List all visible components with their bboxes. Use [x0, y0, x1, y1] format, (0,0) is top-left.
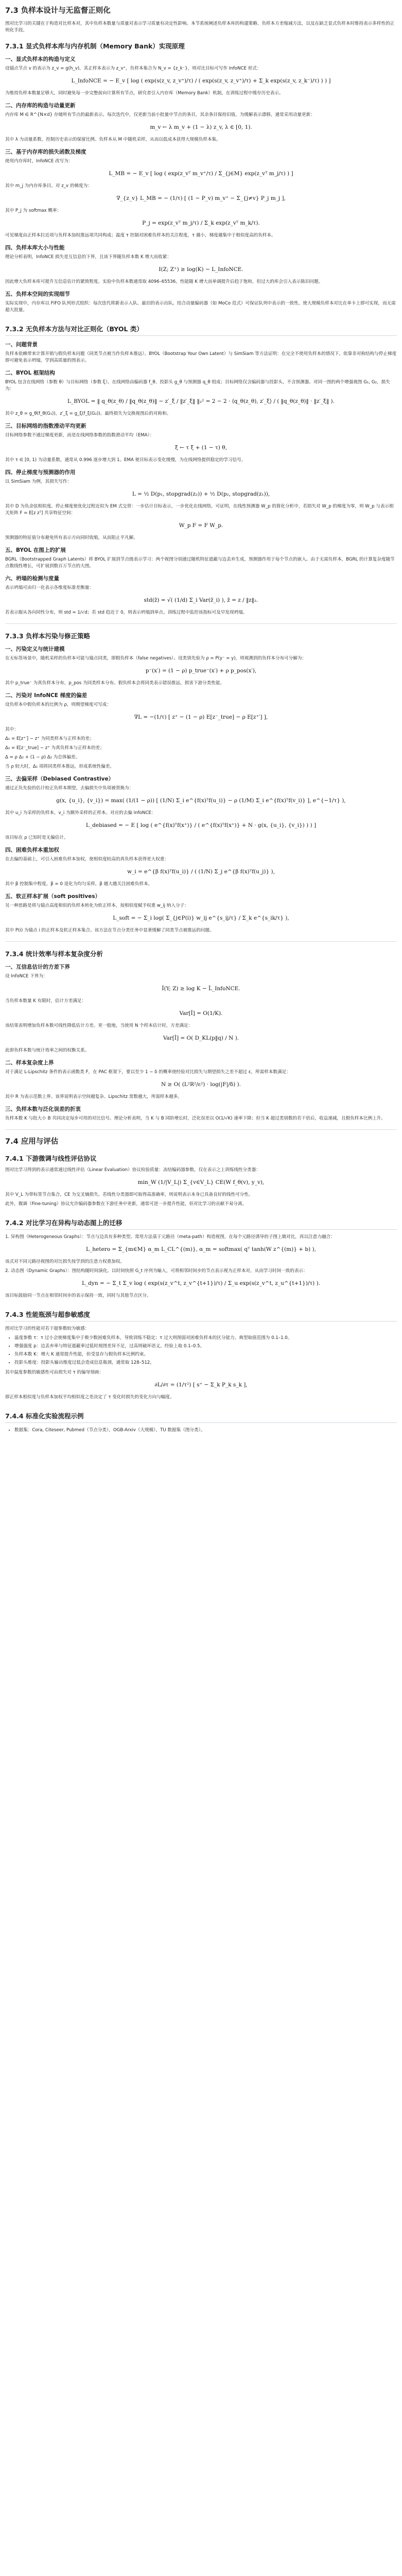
subsection-heading: 7.3.3 负样本污染与修正策略 [5, 632, 90, 640]
equation: ∇L = −(1/τ) [ z⁺ − (1 − ρ) E[z⁻_true] − ρ E[z⁺′] ], [134, 714, 268, 720]
topic-heading: 四、停止梯度与预测器的作用 [5, 469, 76, 476]
paragraph: 负样本依赖带来计算开销与假负样本问题（同类节点被当作负样本推远）。BYOL（Bootstrap Your Own Latent）与 SimSiam 等方法证明：在完全不使用负样本的情况下，依靠非对称结构与停止梯度即可避免表示坍塌，学到高质量的图表示。 [5, 351, 397, 363]
paragraph: 其中 τ ∈ [0, 1) 为动量系数，通常从 0.996 逐步增大到 1。EMA 使目标表示变化缓慢，为在线网络提供稳定的学习信号。 [5, 457, 246, 463]
paragraph: 1. 异构图（Heterogeneous Graphs）：节点与边具有多种类型。常用方法基于元路径（meta-path）构造视图，在每个元路径诱导的子图上做对比，再以注意力融合： [5, 1234, 335, 1240]
paragraph: 内存库 M ∈ R^{N×d} 存储所有节点的最新表示。每次迭代中，仅更新当前小批量中节点的条目，其余条目保持旧值。为缓解表示漂移，通常采用动量更新： [5, 112, 315, 117]
paragraph: 当 ρ 较大时，Δ₁ 项将同类样本推远，形成系统性偏差。 [5, 764, 115, 769]
paragraph: 其中 m_j 为内存库条目。对 z_v 的梯度为： [5, 183, 92, 189]
bullet-list [5, 1335, 397, 1366]
paragraph: 其中 R 为表示范数上界。该界说明表示空间越复杂、Lipschitz 常数越大，所需样本越多。 [5, 1094, 182, 1099]
topic-heading: 三、去偏采样（Debiased Contrastive） [5, 776, 114, 782]
paragraph: 图对比学习得到的表示通常通过线性评估（Linear Evaluation）协议检验质量：冻结编码器参数，仅在表示之上训练线性分类器： [5, 1167, 260, 1173]
topic-heading: 六、坍塌的检测与度量 [5, 575, 59, 582]
equation: L = ½ D(p₁, stopgrad(z₂)) + ½ D(p₂, stopgrad(z₁)), [132, 491, 270, 497]
equation: min_W (1/|V_L|) Σ_{v∈V_L} CE(W f_θ(v), y_v), [137, 1179, 265, 1185]
topic-heading: 四、困难负样本重加权 [5, 847, 59, 853]
paragraph: 为维持负样本数量足够大，同时避免每一步完整前向计算所有节点，研究者引入内存库（Memory Bank）机制，在训练过程中缓存历史表示。 [5, 91, 284, 96]
equation: L_soft = − Σ_i log( Σ_{j∈P(i)} w_ij e^{s_ij/τ} / Σ_k e^{s_ik/τ} ), [113, 915, 289, 921]
equation: m_v ← λ m_v + (1 − λ) z_v, λ ∈ [0, 1). [150, 124, 252, 130]
equation: ∇_{z_v} L_MB = − (1/τ) [ (1 − P_v) m_v⁺ − Σ_{j≠v} P_j m_j ], [116, 195, 286, 201]
topic-heading: 一、问题背景 [5, 342, 38, 348]
paragraph: 设负样本中假负样本的比例为 ρ，则期望梯度可写成： [5, 702, 111, 707]
divider [5, 623, 397, 624]
paragraph: 通过正负先验的估计校正负样本期望，去偏损失中负项被替换为： [5, 786, 134, 791]
subsection-heading: 7.4.2 对比学习在异构与动态图上的迁移 [5, 1219, 397, 1230]
equation: L_MB = − E_v [ log ( exp(z_vᵀ m_v⁺/τ) / Σ_{j∈M} exp(z_vᵀ m_j/τ) ) ] [109, 171, 293, 177]
equation: L_BYOL = ‖ q_θ(z_θ) / ‖q_θ(z_θ)‖ − z′_ξ / ‖z′_ξ‖ ‖₂² = 2 − 2 · ⟨q_θ(z_θ), z′_ξ⟩ / ( ‖q_θ(z_θ)‖ · ‖z′_ξ‖ ). [67, 398, 335, 404]
paragraph: 2. 动态图（Dynamic Graphs）：图结构随时间演化。以时间快照 G_t 序列为输入，可将相邻时间步的节点表示视为正样本对，从而学习时间一致的表示： [5, 1268, 308, 1274]
paragraph: 其中 λ 为动量系数，控制历史表示的保留比例。负样本从 M 中随机采样，从而以低成本获得大规模负样本集。 [5, 137, 221, 142]
paragraph: 实际实现中，内存库以 FIFO 队列形式组织：每次迭代将新表示入队、最旧的表示出队。结合动量编码器（如 MoCo 范式）可保证队列中表示的一致性，使大规模负样本对比在单卡上即可实现，而无需超大批量。 [5, 301, 396, 313]
paragraph: 可见梯度由正样本拉近项与负样本加权推远项共同构成；温度 τ 控制对困难负样本的关注程度，τ 越小，梯度越集中于相似度高的负样本。 [5, 233, 276, 238]
paragraph: 其中温度参数的敏感性可由损失对 τ 的偏导刻画： [5, 1370, 104, 1375]
subsection-heading: 7.4.3 性能瓶颈与超参敏感度 [5, 1311, 397, 1321]
topic-heading: 五、BYOL 在图上的扩展 [5, 547, 66, 553]
topic-heading: 二、污染对 InfoNCE 梯度的偏差 [5, 692, 88, 699]
list-item: • 增强强度 p：边丢弃率与特征遮蔽率过低时视图差异不足，过高则破坏语义。经验上取 0.1–0.5。 [14, 1343, 397, 1350]
paragraph: 其中 P_j 为 softmax 概率： [5, 208, 62, 213]
paragraph: 其中 z_θ = g_θ(f_θ(G₁))，z′_ξ = g_ξ(f_ξ(G₂))。最终损失为交换视图后的对称和。 [5, 411, 171, 416]
paragraph: 其中 u_i 为采样的负样本，v_i 为额外采样的正样本。对应的去偏 InfoNCE： [5, 810, 156, 816]
section-heading: 7.4 应用与评估 [5, 1138, 59, 1146]
list-item: • 投影头维度：投影头输出维度过低会造成信息瓶颈，通常取 128–512。 [14, 1360, 397, 1366]
section-heading: 7.3 负样本设计与无监督正则化 [5, 7, 111, 15]
bullet-list [5, 1427, 397, 1434]
equation: L_dyn = − Σ_t Σ_v log ( exp(s(z_v^t, z_v^{t+1})/τ) / Σ_u exp(s(z_v^t, z_u^{t+1})/τ) ). [81, 1280, 321, 1286]
paragraph: 设 InfoNCE 下界为： [5, 974, 48, 979]
paragraph: 负样本数 K 与批大小 B 共同决定每步可用的对比信号。理论分析表明，当 K 与 B 同阶增长时，泛化误差以 O(1/√K) 速率下降；但当 K 超过类别数的若干倍后，收益递减，且假负样本比例上升。 [5, 1116, 386, 1121]
equation: P_j = exp(z_vᵀ m_j/τ) / Σ_k exp(z_vᵀ m_k/τ). [142, 220, 260, 226]
paragraph: 该结果表明增加负样本数可线性降低估计方差。更一般地，当使用 N 个样本估计时，方差满足： [5, 1023, 193, 1028]
paragraph: 其中： [5, 727, 19, 732]
topic-heading: 三、基于内存库的损失函数及梯度 [5, 149, 86, 155]
topic-heading: 三、目标网络的指数滑动平均更新 [5, 423, 86, 429]
subsection-heading: 7.3.4 统计效率与样本复杂度分析 [5, 950, 103, 958]
paragraph: 若表示服从各向同性分布，则 std ≈ 1/√d；若 std 趋近于 0，则表示坍塌到单点。训练过程中监控该指标可及早发现坍塌。 [5, 610, 248, 615]
paragraph: 其中 V_L 为带标签节点集合，CE 为交叉熵损失。若线性分类器即可取得高准确率，则说明表示本身已具备良好的线性可分性。 [5, 1192, 253, 1197]
paragraph: 另一种思路是将与锚点高度相似的负样本转化为软正样本，按相似度赋予权重 w_ij 纳入分子： [5, 903, 189, 908]
paragraph: 其中 P(i) 为锚点 i 的正样本及软正样本集合。该方法在节点分类任务中显著缓解了同类节点被推远的问题。 [5, 928, 214, 933]
equation: w_i = e^{β f(x)ᵀf(u_i)} / ( (1/N) Σ_j e^{β f(x)ᵀf(u_j)} ), [127, 869, 275, 875]
paragraph: 该目标鼓励同一节点在相邻时间步的表示保持一致，同时与其他节点区分。 [5, 1293, 151, 1298]
equation: L_hetero = Σ_{m∈M} α_m L_CL^{(m)}, α_m = softmax( qᵀ tanh(W z^{(m)} + b) ), [86, 1246, 316, 1252]
paragraph: Δ = ρ Δ₁ + (1 − ρ) Δ₂ 为总体偏差。 [5, 755, 80, 760]
paragraph: 当负样本数量 K 有限时，估计方差满足： [5, 998, 86, 1004]
paragraph: 此即负样本数与统计效率之间的权衡关系。 [5, 1048, 90, 1053]
paragraph: 目标网络参数不通过梯度更新，而是在线网络参数的指数滑动平均（EMA）： [5, 433, 154, 438]
paragraph: 此外，微调（Fine-tuning）协议允许编码器参数在下游任务中更新，通常可进一步提升性能，但对比学习的贡献不易分离。 [5, 1201, 247, 1207]
topic-heading: 一、污染定义与统计建模 [5, 646, 65, 652]
equation: N ≥ O( (L²R²/ε²) · log(|F|/δ) ). [161, 1081, 241, 1088]
paragraph: 因此增大负样本库可提升互信息估计的紧致程度。实验中负样本数通常取 4096–65536，性能随 K 增大而单调提升后趋于饱和，但过大的库会引入表示陈旧问题。 [5, 279, 323, 284]
list-item: • 温度参数 τ：τ 过小会使梯度集中于极少数困难负样本，导致训练不稳定；τ 过大则削弱对困难负样本的区分能力。典型取值范围为 0.1–1.0。 [14, 1335, 397, 1342]
equation: I(Z; Z⁺) ≥ log(K) − L_InfoNCE. [159, 266, 243, 273]
subsection-heading: 7.4.1 下游微调与线性评估协议 [5, 1155, 97, 1162]
paragraph: 图对比学习的性能对若干超参数较为敏感： [5, 1326, 90, 1331]
topic-heading: 二、内存库的构造与动量更新 [5, 103, 76, 109]
subsection-heading: 7.3.1 显式负样本库与内存机制（Memory Bank）实现原理 [5, 42, 185, 50]
paragraph: Δ₂ = E[z⁻_true] − z⁺ 为真负样本与正样本的差； [5, 745, 104, 751]
topic-heading: 五、软正样本扩展（soft positives） [5, 893, 101, 900]
topic-heading: 二、样本复杂度上界 [5, 1060, 54, 1066]
equation: p⁻(x′) = (1 − ρ) p_true⁻(x′) + ρ p_pos(x′), [145, 668, 257, 674]
paragraph: BYOL 包含在线网络（参数 θ）与目标网络（参数 ξ）。在线网络由编码器 f_θ、投影头 g_θ 与预测器 q_θ 组成；目标网络仅含编码器与投影头，不含预测器。对同一图的两个增强视图 G₁, G₂，损失为： [5, 380, 390, 392]
divider [5, 941, 397, 942]
equation: L_debiased = − E [ log ( e^{f(x)ᵀf(x⁺)} / ( e^{f(x)ᵀf(x⁺)} + N · g(x, {u_i}, {v_i}) ) ) ] [85, 822, 317, 828]
paragraph: 在无标签场景中，随机采样的负样本可能与锚点同类，即假负样本（false negatives）。设类别先验为 ρ = P(y⁻ = y)，则观测到的负样本分布可分解为： [5, 656, 307, 661]
divider [5, 1129, 397, 1130]
topic-heading: 一、显式负样本的构造与定义 [5, 56, 76, 62]
equation: std(z̄) = √( (1/d) Σ_i Var(z̄_i) ), z̄ = z / ‖z‖₂. [144, 597, 258, 603]
subsection-heading: 7.3.2 无负样本方法与对比正则化（BYOL 类） [5, 325, 397, 336]
paragraph: 即正样本相似度与负样本加权平均相似度之差决定了 τ 变化时损失的变化方向与幅度。 [5, 1395, 174, 1400]
paragraph: 使用内存库时，InfoNCE 改写为： [5, 159, 73, 164]
paragraph: 在去偏的基础上，可引入困难负样本加权，使相似度较高的真负样本获得更大权重： [5, 857, 169, 862]
paragraph: 其中 β 控制集中程度。β = 0 退化为均匀采样，β 越大越关注困难负样本。 [5, 882, 153, 887]
topic-heading: 二、BYOL 框架结构 [5, 370, 55, 376]
topic-heading: 五、负样本空间的实现细节 [5, 291, 70, 297]
equation: Var[Î] = O(1/K). [179, 1010, 223, 1016]
equation: Î(Y; Z) ≥ log K − L̂_InfoNCE. [162, 986, 240, 992]
equation: L_InfoNCE = − E_v [ log ( exp(s(z_v, z_v⁺)/τ) / ( exp(s(z_v, z_v⁺)/τ) + Σ_k exp(s(z_v, z_k⁻)/τ) ) ) ] [71, 78, 331, 84]
topic-heading: 三、负样本数与泛化误差的折衷 [5, 1106, 81, 1112]
paragraph: 理论分析表明，InfoNCE 损失是互信息的下界，且该下界随负样本数 K 增大而收紧： [5, 255, 171, 260]
list-item: • 负样本数 K：增大 K 通常提升性能，但受显存与假负样本比例约束。 [14, 1351, 397, 1358]
equation: W_p F = F W_p. [179, 522, 223, 529]
equation: ∂L/∂τ = (1/τ²) [ s⁺ − Σ_k P_k s_k ], [154, 1382, 248, 1388]
list-item: • 数据集：Cora, Citeseer, Pubmed（节点分类），OGB-Arxiv（大规模），TU 数据集（图分类）。 [14, 1427, 397, 1434]
paragraph: 该目标在 ρ 已知时是无偏估计。 [5, 835, 68, 840]
topic-heading: 四、负样本库大小与性能 [5, 245, 65, 251]
paragraph: 图对比学习的关键在于构造对比样本对，其中负样本数量与质量对表示学习质量有决定性影响。本节系统阐述负样本库的构建策略、负样本方差缩减方法，以及在缺乏显式负样本时维持表示多样性的正则化手段。 [5, 21, 395, 33]
paragraph: 其中 p_true⁻ 为真负样本分布，p_pos 为同类样本分布。假负样本会将同类表示错误推远，损害下游分类性能。 [5, 681, 225, 686]
paragraph: 表示坍塌可由归一化表示各维度标准差衡量： [5, 585, 94, 590]
paragraph: 设锚点节点 v 的表示为 z_v = g(h_v)，其正样本表示为 z_v⁺，负样本集合为 N_v = {z_k⁻}，则对比目标可写作 InfoNCE 形式： [5, 66, 261, 71]
equation: Var[Î] = O( D_KL(p‖q) / N ). [163, 1035, 239, 1041]
equation: g(x, {u_i}, {v_i}) = max( (1/(1 − ρ)) [ (1/N) Σ_i e^{f(x)ᵀf(u_i)} − ρ (1/M) Σ_i e^{f(x)ᵀf(v_i)} ], e^{−1/τ} ), [56, 798, 346, 804]
paragraph: BGRL（Bootstrapped Graph Latents）将 BYOL 扩展到节点级表示学习：两个视图分别通过随机特征遮蔽与边丢弃生成，预测器作用于每个节点的嵌入。由于无需负样本，BGRL 的计算复杂度随节点数线性增长，可扩展到数百万节点的大图。 [5, 557, 395, 569]
subsection-heading: 7.4.4 标准化实验流程示例 [5, 1412, 397, 1423]
paragraph: 预测器的特征值分布避免所有表示方向同时收缩，从而阻止平凡解。 [5, 535, 138, 540]
paragraph: 其中 D 为负余弦相似度。停止梯度使优化过程近似为 EM 式交替：一步估计目标表示，一步优化在线网络。可证明，在线性预测器 W_p 的简化分析中，若损失对 W_p 的梯度为零，则 W_p 与表示相关矩阵 F = E[z zᵀ] 共享特征空间： [5, 504, 394, 516]
paragraph: Δ₁ = E[z⁺′] − z⁺ 为同类样本与正样本的差； [5, 736, 94, 741]
equation: ξ ← τ ξ + (1 − τ) θ, [175, 445, 227, 451]
topic-heading: 一、互信息估计的方差下界 [5, 964, 70, 970]
paragraph: 对于满足 L-Lipschitz 条件的表示函数类 F，在 PAC 框架下，要以至少 1 − δ 的概率使经验对比损失与期望损失之差不超过 ε，所需样本数满足： [5, 1070, 291, 1075]
paragraph: 该式对不同元路径视图的对比损失按学到的注意力权重加权。 [5, 1259, 125, 1264]
paragraph: 以 SimSiam 为例，其损失写作： [5, 479, 72, 484]
